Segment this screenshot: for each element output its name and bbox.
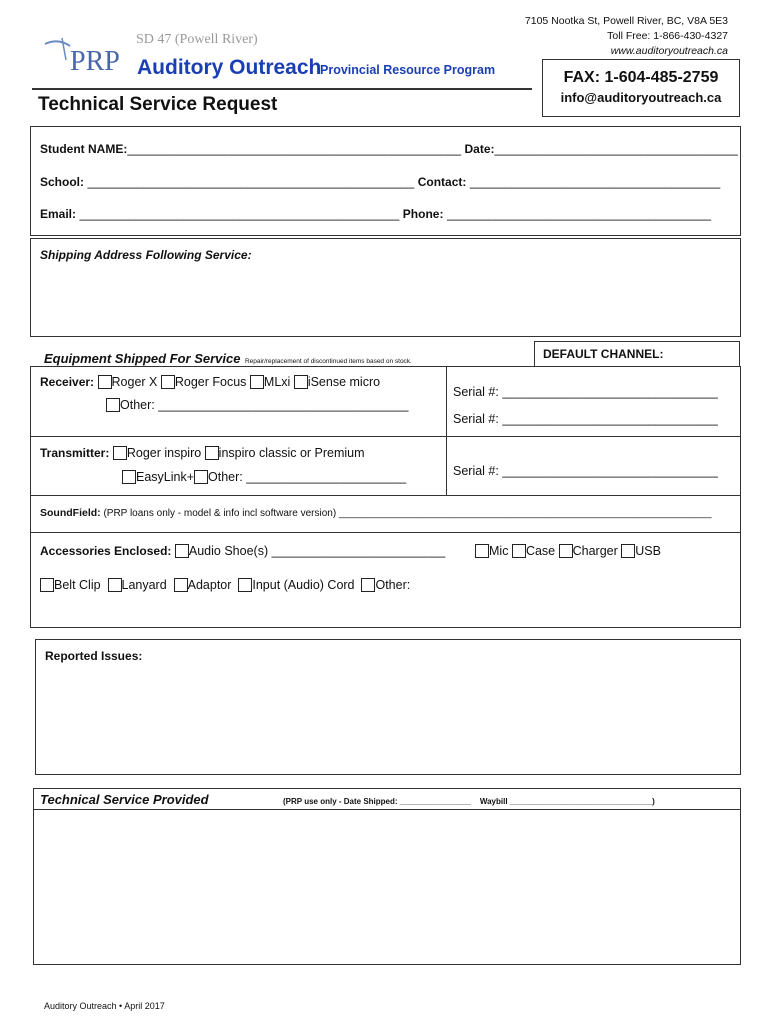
serial-divider — [446, 367, 447, 495]
adaptor-label: Adaptor — [187, 578, 232, 592]
date-shipped-field[interactable]: (PRP use only - Date Shipped: ________________ — [283, 797, 471, 806]
service-note-row — [283, 797, 655, 806]
prp-logo — [40, 30, 130, 80]
form-title: Technical Service Request — [38, 94, 278, 115]
receiver-other-label: Other: — [120, 398, 155, 412]
phone-label: Phone: — [402, 207, 444, 221]
receiver-serial-1 — [453, 385, 718, 399]
shipping-box[interactable] — [30, 238, 741, 337]
adaptor-checkbox[interactable] — [174, 578, 188, 592]
date-label: Date: — [464, 142, 495, 156]
date-field[interactable]: ___________________________________ — [494, 142, 738, 156]
reported-issues-label: Reported Issues: — [45, 649, 143, 663]
roger-x-checkbox[interactable] — [98, 375, 112, 389]
receiver-other-field[interactable]: ____________________________________ — [158, 398, 409, 412]
receiver-divider — [30, 436, 741, 437]
roger-inspiro-label: Roger inspiro — [126, 446, 202, 460]
belt-clip-label: Belt Clip — [54, 578, 101, 592]
transmitter-row — [40, 446, 365, 460]
roger-x-label: Roger X — [111, 375, 158, 389]
fax-box — [542, 59, 740, 117]
email-contact: info@auditoryoutreach.ca — [560, 90, 722, 105]
default-channel-box[interactable] — [534, 341, 740, 367]
case-label: Case — [525, 544, 556, 558]
default-channel-label: DEFAULT CHANNEL: — [543, 347, 664, 361]
lanyard-checkbox[interactable] — [108, 578, 122, 592]
school-row — [40, 175, 720, 189]
soundfield-divider — [30, 532, 741, 533]
serial-field[interactable]: _______________________________ — [502, 412, 718, 426]
roger-focus-label: Roger Focus — [174, 375, 247, 389]
roger-focus-checkbox[interactable] — [161, 375, 175, 389]
serial-label: Serial #: — [453, 412, 499, 426]
belt-clip-checkbox[interactable] — [40, 578, 54, 592]
accessories-row-2 — [40, 578, 410, 592]
charger-checkbox[interactable] — [559, 544, 573, 558]
soundfield-label: SoundField: — [40, 507, 101, 519]
isense-label: iSense micro — [307, 375, 381, 389]
transmitter-other-label: Other: — [208, 470, 243, 484]
lanyard-label: Lanyard — [121, 578, 167, 592]
transmitter-row-2 — [122, 470, 406, 484]
receiver-other-row — [106, 398, 409, 412]
easylink-checkbox[interactable] — [122, 470, 136, 484]
input-cord-checkbox[interactable] — [238, 578, 252, 592]
inspiro-classic-checkbox[interactable] — [205, 446, 219, 460]
accessories-row — [40, 544, 445, 558]
technical-service-box[interactable] — [33, 788, 741, 965]
soundfield-field[interactable]: (PRP loans only - model & info incl software version) ___________________________________________________________________ — [103, 508, 712, 519]
student-row — [40, 142, 738, 156]
student-name-field[interactable]: ________________________________________________ — [127, 142, 462, 156]
service-header-rule — [33, 809, 741, 810]
transmitter-label: Transmitter: — [40, 446, 110, 460]
charger-label: Charger — [572, 544, 618, 558]
service-title: Technical Service Provided — [40, 792, 209, 807]
usb-label: USB — [635, 544, 661, 558]
case-checkbox[interactable] — [512, 544, 526, 558]
footer: Auditory Outreach • April 2017 — [44, 1001, 165, 1011]
address: 7105 Nootka St, Powell River, BC, V8A 5E3 — [524, 15, 728, 27]
student-name-label: Student NAME: — [40, 142, 128, 156]
mic-checkbox[interactable] — [475, 544, 489, 558]
transmitter-divider — [30, 495, 741, 496]
transmitter-other-checkbox[interactable] — [194, 470, 208, 484]
inspiro-classic-label: inspiro classic or Premium — [218, 446, 365, 460]
fax: FAX: 1-604-485-2759 — [563, 69, 719, 86]
equipment-note: Repair/replacement of discontinued items based on stock. — [244, 358, 412, 365]
email-label: Email: — [40, 207, 77, 221]
serial-label: Serial #: — [453, 385, 499, 399]
shipping-label: Shipping Address Following Service: — [40, 248, 252, 262]
transmitter-other-field[interactable]: _______________________ — [246, 470, 407, 484]
email-row — [40, 207, 711, 221]
soundfield-row — [40, 507, 712, 519]
accessory-other-checkbox[interactable] — [361, 578, 375, 592]
mlxi-checkbox[interactable] — [250, 375, 264, 389]
program-name: Provincial Resource Program — [320, 63, 496, 77]
org-name: Auditory Outreach — [137, 56, 322, 79]
svg-text:PRP: PRP — [70, 46, 120, 77]
usb-checkbox[interactable] — [621, 544, 635, 558]
receiver-label: Receiver: — [40, 375, 95, 389]
serial-label: Serial #: — [453, 464, 499, 478]
input-cord-label: Input (Audio) Cord — [252, 578, 355, 592]
receiver-other-checkbox[interactable] — [106, 398, 120, 412]
accessories-row-right — [475, 544, 661, 558]
transmitter-serial — [453, 464, 718, 478]
website: www.auditoryoutreach.ca — [610, 45, 728, 57]
isense-checkbox[interactable] — [294, 375, 308, 389]
mic-label: Mic — [489, 544, 509, 558]
accessory-other-label: Other: — [375, 578, 411, 592]
school-field[interactable]: _______________________________________________ — [87, 175, 415, 189]
contact-label: Contact: — [417, 175, 467, 189]
waybill-field[interactable]: Waybill ________________________________) — [479, 797, 655, 806]
contact-field[interactable]: ____________________________________ — [469, 175, 721, 189]
roger-inspiro-checkbox[interactable] — [113, 446, 127, 460]
header-address-block — [525, 14, 728, 59]
audio-shoe-label: Audio Shoe(s) _________________________ — [188, 544, 446, 558]
accessories-label: Accessories Enclosed: — [40, 544, 172, 558]
receiver-row — [40, 375, 380, 389]
receiver-serial-2 — [453, 412, 718, 426]
audio-shoe-checkbox[interactable] — [175, 544, 189, 558]
toll-free: Toll Free: 1-866-430-4327 — [607, 30, 728, 42]
phone-field[interactable]: ______________________________________ — [446, 207, 712, 221]
equipment-title: Equipment Shipped For Service — [44, 351, 241, 366]
easylink-label: EasyLink+ — [136, 470, 195, 484]
serial-field[interactable]: _______________________________ — [502, 464, 718, 478]
header-rule — [32, 88, 532, 90]
district: SD 47 (Powell River) — [136, 32, 258, 47]
serial-field[interactable]: _______________________________ — [502, 385, 718, 399]
mlxi-label: MLxi — [263, 375, 291, 389]
school-label: School: — [40, 175, 84, 189]
email-field[interactable]: ______________________________________________ — [79, 207, 400, 221]
reported-issues-box[interactable] — [35, 639, 741, 775]
